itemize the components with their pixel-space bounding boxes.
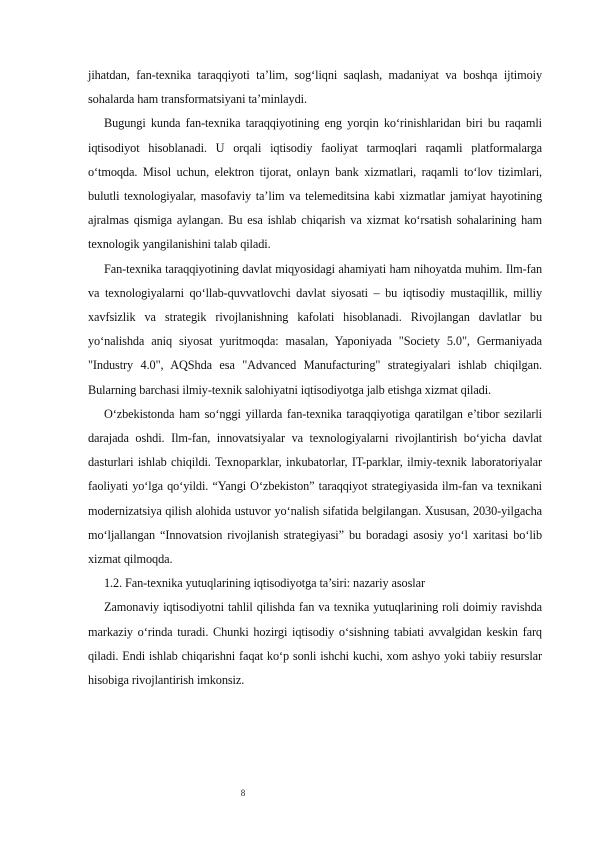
paragraph-digital-economy: Bugungi kunda fan-texnika taraqqiyotining eng yorqin ko‘rinishlaridan biri bu raqamli iqtisodiyot hisoblanadi. U orqali iqtisodiy faoliyat tarmoqlari raqamli platformalarga o‘tmoqda. Misol uchun, elektron tijorat, onlayn bank xizmatlari, raqamli to‘lov tizimlari, bulutli texnologiyalar, masofaviy ta’lim va telemeditsina kabi xizmatlar jamiyat hayotining ajralmas qismiga aylangan. Bu esa ishlab chiqarish va xizmat ko‘rsatish sohalarining ham texnologik yangilanishini talab qiladi. (88, 116, 542, 252)
section-heading: 1.2. Fan-texnika yutuqlarining iqtisodiyotga ta’siri: nazariy asoslar (104, 576, 425, 591)
paragraph-state-significance: Fan-texnika taraqqiyotining davlat miqyosidagi ahamiyati ham nihoyatda muhim. Ilm-fan va texnologiyalarni qo‘llab-quvvatlovchi davlat siyosati – bu iqtisodiy mustaqillik, milliy xavfsizlik va strategik rivojlanishning kafolati hisoblanadi. Rivojlangan davlatlar bu yo‘nalishda aniq siyosat yuritmoqda: masalan, Yaponiyada "Society 5.0", Germaniyada "Industry 4.0", AQShda esa "Advanced Manufacturing" strategiyalari ishlab chiqilgan. Bularning barchasi ilmiy-texnik salohiyatni iqtisodiyotga jalb etishga xizmat qiladi. (88, 261, 542, 397)
paragraph-modern-economy: Zamonaviy iqtisodiyotni tahlil qilishda fan va texnika yutuqlarining roli doimiy ravishda markaziy o‘rinda turadi. Chunki hozirgi iqtisodiy o‘sishning tabiati avvalgidan keskin farq qiladi. Endi ishlab chiqarishni faqat ko‘p sonli ishchi kuchi, xom ashyo yoki tabiiy resurslar hisobiga rivojlantirish imkonsiz. (88, 600, 542, 688)
paragraph-uzbekistan: O‘zbekistonda ham so‘nggi yillarda fan-texnika taraqqiyotiga qaratilgan e’tibor sezilarli darajada oshdi. Ilm-fan, innovatsiyalar va texnologiyalarni rivojlantirish bo‘yicha davlat dasturlari ishlab chiqildi. Texnoparklar, inkubatorlar, IT-parklar, ilmiy-texnik laboratoriyalar faoliyati yo‘lga qo‘yildi. “Yangi O‘zbekiston” taraqqiyot strategiyasida ilm-fan va texnikani modernizatsiya qilish alohida ustuvor yo‘nalish sifatida belgilangan. Xususan, 2030-yilgacha mo‘ljallangan “Innovatsion rivojlanish strategiyasi” bu boradagi asosiy yo‘l xaritasi bo‘lib xizmat qilmoqda. (88, 406, 542, 567)
page-number: 8 (240, 788, 246, 798)
document-body (88, 63, 542, 692)
paragraph-continuation: jihatdan, fan-texnika taraqqiyoti ta’lim, sog‘liqni saqlash, madaniyat va boshqa ijtimoiy sohalarda ham transformatsiyani ta’minlaydi. (88, 68, 542, 107)
